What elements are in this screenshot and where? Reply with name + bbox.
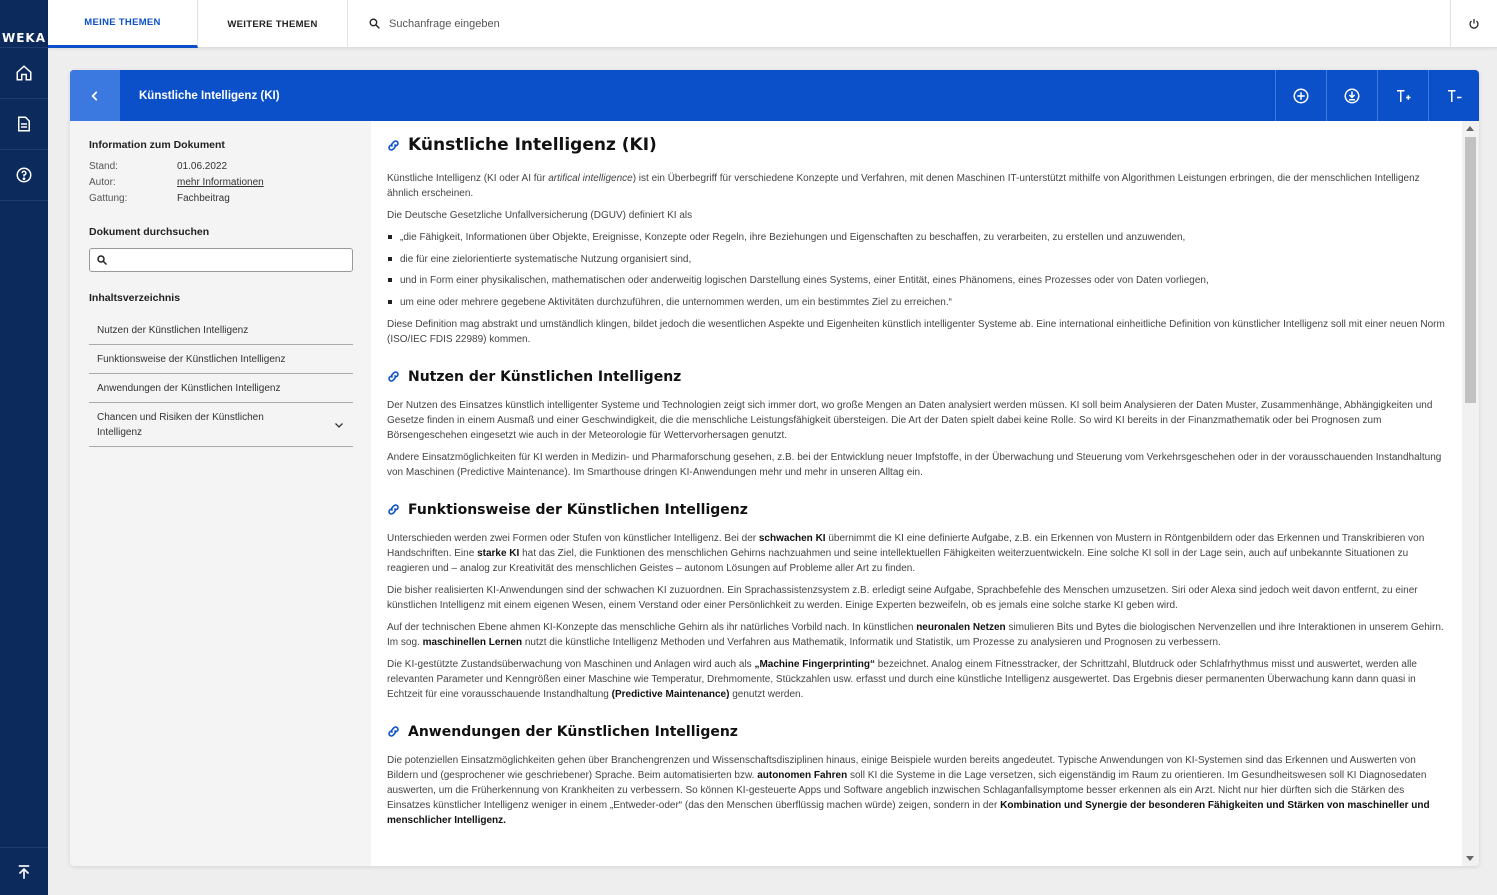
link-icon[interactable]: [387, 139, 400, 152]
table-of-contents: [89, 316, 353, 447]
paragraph: Diese Definition mag abstrakt und umständlich klingen, bildet jedoch die wesentlichen Aspekte und Eigenheiten künstlich intelligenter Systeme ab. Eine international einheitliche Definition von künstlicher Intelligenz soll mit einer neuen Norm (ISO/IEC FDIS 22989) kommen.: [387, 318, 1445, 345]
font-decrease-button[interactable]: [1428, 70, 1479, 121]
paragraph: Die bisher realisierten KI-Anwendungen sind der schwachen KI zuzuordnen. Ein Sprachassistenzsystem z.B. erledigt seine Aufgabe, Sprachbefehle des Menschen umzusetzen. Siri oder Alexa sind jedoch weit davon entfernt, zu einer künstlichen Intelligenz mit einem eigenen Wesen, einem Verstand oder einer Persönlichkeit zu werden. Einige Experten bezweifeln, ob es jemals eine solche starke KI geben wird.: [387, 584, 1418, 611]
info-title: Information zum Dokument: [89, 139, 225, 151]
paragraph: Der Nutzen des Einsatzes künstlich intelligenter Systeme und Technologien zeigt sich immer dort, wo große Mengen an Daten analysiert werden müssen. KI soll beim Analysieren der Daten Muster, Zusammenhänge, Abhängigkeiten und Gesetze finden in einem Ausmaß und einer Geschwindigkeit, die die menschliche Leistungsfähigkeit übersteigen. Die Art der Daten spielt dabei keine Rolle. So wird KI bereits in der Finanzmathematik oder bei Prognosen zum Börsengeschehen eingesetzt wie auch in der Meteorologie für Wettervorhersagen genutzt.: [387, 399, 1433, 441]
left-rail: [0, 0, 48, 895]
link-icon[interactable]: [387, 370, 400, 383]
toc-item-label: Anwendungen der Künstlichen Intelligenz: [97, 383, 281, 394]
arrow-to-top-icon: [15, 863, 33, 881]
definition-list: [387, 230, 1446, 310]
download-button[interactable]: [1326, 70, 1377, 121]
toc-item[interactable]: [89, 403, 353, 447]
toc-item[interactable]: [89, 345, 353, 374]
toc-item[interactable]: [89, 374, 353, 403]
document-icon: [15, 115, 33, 133]
paragraph: Andere Einsatzmöglichkeiten für KI werden in Medizin- und Pharmaforschung gesehen, z.B. bei der Entwicklung neuer Impfstoffe, in der Überwachung und Steuerung vom Verkehrsgeschehen oder in der vorausschauenden Instandhaltung von Maschinen (Predictive Maintenance). Im Smarthouse dringen KI-Anwendungen mehr und mehr in unseren Alltag ein.: [387, 451, 1442, 478]
font-increase-button[interactable]: [1377, 70, 1428, 121]
page-title: Künstliche Intelligenz (KI): [139, 89, 280, 102]
document-content: [371, 121, 1462, 866]
document-header: [70, 70, 1479, 121]
search-title: Dokument durchsuchen: [89, 226, 210, 238]
toc-item-label: Funktionsweise der Künstlichen Intelligenz: [97, 354, 286, 365]
paragraph: Künstliche Intelligenz (KI oder AI für artifical intelligence) ist ein Überbegriff für verschiedene Konzepte und Verfahren, mit denen Maschinen IT-unterstützt mithilfe von Algorithmen Leistungen erbringen, die der menschlichen Intelligenz ähnlich erscheinen.: [387, 173, 1420, 199]
list-item: um eine oder mehrere gegebene Aktivitäten durchzuführen, die unternommen werden, um ein bestimmtes Ziel zu erreichen.“: [387, 295, 1446, 310]
search-input[interactable]: [348, 0, 1450, 47]
link-icon[interactable]: [387, 503, 400, 516]
power-icon: [1468, 18, 1480, 30]
chevron-left-icon: [88, 89, 102, 103]
document-meta: [89, 161, 353, 204]
meta-value: Fachbeitrag: [177, 193, 230, 204]
list-item: die für eine zielorientierte systematische Nutzung organisiert sind,: [387, 252, 1446, 267]
logout-button[interactable]: [1450, 0, 1497, 48]
section-heading-anwendungen: [387, 724, 1446, 740]
paragraph: Auf der technischen Ebene ahmen KI-Konzepte das menschliche Gehirn als ihr natürliches Vorbild nach. In künstlichen neuronalen Netzen simulieren Bits und Bytes die biologischen Nervenzellen und ihre Interaktionen in unserem Gehirn. Im sog. maschinellen Lernen nutzt die künstliche Intelligenz Methoden und Verfahren aus Mathematik, Informatik und Statistik, um Prozesse zu analysieren und Prognosen zu verbessern.: [387, 621, 1444, 648]
tab-meine-themen[interactable]: MEINE THEMEN: [48, 0, 198, 48]
font-increase-icon: [1394, 87, 1412, 105]
search-icon: [96, 254, 108, 266]
document-sidebar: [70, 121, 371, 866]
meta-label: Gattung:: [89, 193, 128, 204]
toc-title: Inhaltsverzeichnis: [89, 292, 181, 304]
content-title-text: Künstliche Intelligenz (KI): [408, 135, 657, 155]
scroll-down-arrow[interactable]: [1466, 856, 1474, 861]
documents-button[interactable]: [0, 99, 48, 150]
list-item: „die Fähigkeit, Informationen über Objekte, Ereignisse, Konzepte oder Regeln, ihre Beziehungen und Eigenschaften zu beschaffen, zu verarbeiten, zu erstellen und anzuwenden,: [387, 230, 1446, 245]
home-button[interactable]: [0, 48, 48, 99]
link-icon[interactable]: [387, 725, 400, 738]
content-title: [387, 135, 1446, 155]
section-heading-text: Anwendungen der Künstlichen Intelligenz: [408, 723, 738, 740]
add-button[interactable]: [1275, 70, 1326, 121]
toolbar: [1275, 70, 1479, 121]
paragraph: Die potenziellen Einsatzmöglichkeiten gehen über Branchengrenzen und Wissenschaftsdisziplinen hinaus, einige Beispiele wurden bereits angedeutet. Typische Anwendungen von KI-Systemen sind das Erkennen und Auswerten von Bildern und (gesprochener wie geschriebener) Sprache. Beim automatisierten bzw. autonomen Fahren soll KI die Systeme in die Lage versetzen, sich eigenständig im Raum zu orientieren. Im Gesundheitswesen soll KI Diagnosedaten auswerten, um die Früherkennung von Krankheiten zu verbessern. So können KI-gesteuerte Apps und Software angeblich inzwischen Schlaganfallsymptome besser erkennen als ein Arzt. Nicht nur hier dürften sich die Stärken des Einsatzes künstlicher Intelligenz weniger in einem „Entweder-oder“ (das den Menschen überflüssig machen würde) zeigen, sondern in der Kombination und Synergie der besonderen Fähigkeiten und Stärken von maschineller und menschlicher Intelligenz.: [387, 754, 1430, 826]
tab-weitere-themen[interactable]: WEITERE THEMEN: [198, 0, 348, 48]
search-icon: [368, 17, 381, 30]
paragraph: Unterschieden werden zwei Formen oder Stufen von künstlicher Intelligenz. Bei der schwachen KI übernimmt die KI eine definierte Aufgabe, z.B. ein Erkennen von Mustern in Röntgenbildern oder das Erkennen und Transkribieren von Handschriften. Eine starke KI hat das Ziel, die Funktionen des menschlichen Gehirns nachzuahmen und seine intellektuellen Fähigkeiten weiterzuentwickeln. Eine solche KI soll in der Lage sein, auch auf unbekannte Situationen zu reagieren und – analog zur Kreativität des menschlichen Geistes – autonom Lösungen auf Probleme aller Art zu finden.: [387, 532, 1425, 574]
document-panel: [70, 70, 1479, 866]
author-info-link[interactable]: mehr Informationen: [177, 177, 264, 188]
toc-item-label: Chancen und Risiken der Künstlichen Intelligenz: [97, 412, 264, 438]
toc-item[interactable]: [89, 316, 353, 345]
weka-logo[interactable]: [0, 0, 48, 48]
section-heading-text: Funktionsweise der Künstlichen Intelligenz: [408, 501, 748, 518]
paragraph: Die KI-gestützte Zustandsüberwachung von Maschinen und Anlagen wird auch als „Machine Fingerprinting“ bezeichnet. Analog einem Fitnesstracker, der Schrittzahl, Blutdruck oder Schlafrhythmus misst und auswertet, werden alle relevanten Parameter und Kenngrößen einer Maschine wie Temperatur, Drehmomente, Stückzahlen usw. erfasst und durch eine künstliche Intelligenz ausgewertet. Das Ergebnis dieser permanenten Überwachung kann dann quasi in Echtzeit für eine vorausschauende Instandhaltung (Predictive Maintenance) genutzt werden.: [387, 658, 1417, 700]
logo-text: WEKA: [2, 31, 47, 45]
help-button[interactable]: [0, 150, 48, 201]
list-item: und in Form einer physikalischen, mathematischen oder anderweitig logischen Darstellung eines Systems, einer Entität, eines Phänomens, eines Prozesses oder von Daten vorliegen,: [387, 273, 1446, 288]
section-heading-text: Nutzen der Künstlichen Intelligenz: [408, 368, 682, 385]
download-icon: [1343, 87, 1361, 105]
content-scrollbar[interactable]: [1462, 121, 1479, 866]
top-bar: [48, 0, 1497, 48]
plus-circle-icon: [1292, 87, 1310, 105]
font-decrease-icon: [1445, 87, 1463, 105]
back-button[interactable]: [70, 70, 120, 121]
paragraph: Die Deutsche Gesetzliche Unfallversicherung (DGUV) definiert KI als: [387, 210, 693, 221]
scroll-up-arrow[interactable]: [1466, 126, 1474, 131]
section-heading-nutzen: [387, 369, 1446, 385]
search-placeholder: Suchanfrage eingeben: [389, 17, 500, 30]
scrollbar-thumb[interactable]: [1465, 137, 1476, 403]
meta-label: Autor:: [89, 177, 116, 188]
meta-label: Stand:: [89, 161, 118, 172]
scroll-top-button[interactable]: [0, 847, 48, 895]
home-icon: [15, 64, 33, 82]
meta-value: 01.06.2022: [177, 161, 228, 172]
section-heading-funktionsweise: [387, 502, 1446, 518]
document-search-input[interactable]: [89, 248, 353, 272]
chevron-down-icon[interactable]: [333, 419, 345, 431]
toc-item-label: Nutzen der Künstlichen Intelligenz: [97, 325, 249, 336]
help-icon: [15, 166, 33, 184]
